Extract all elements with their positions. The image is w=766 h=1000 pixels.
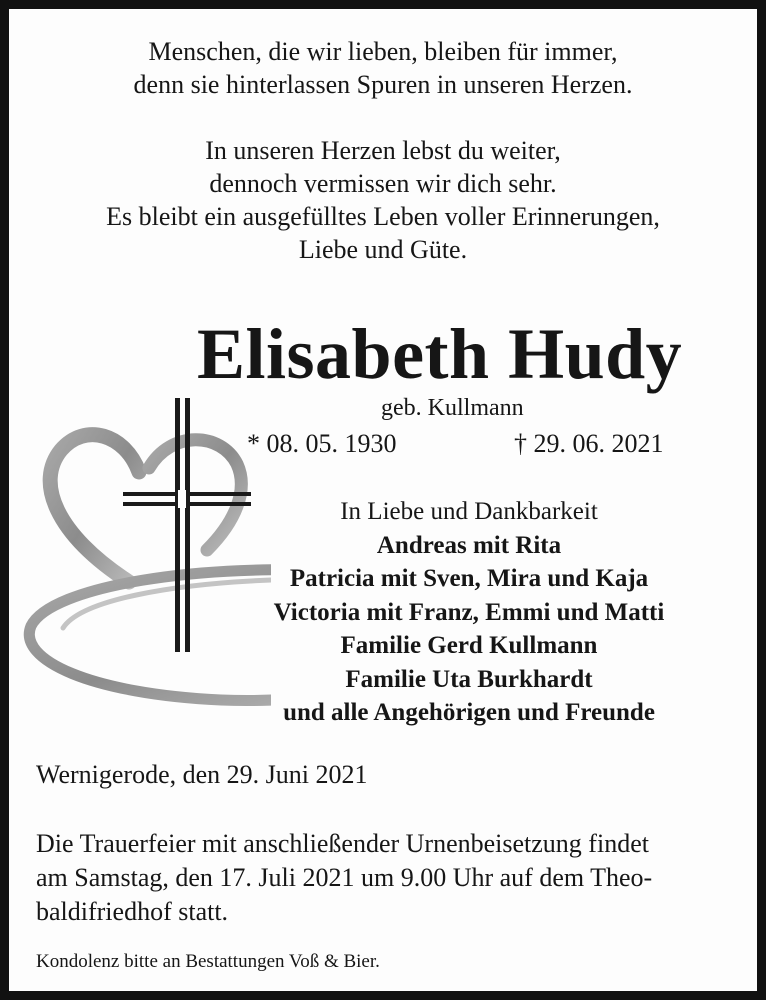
poem-line: Menschen, die wir lieben, bleiben für immer, [148, 37, 618, 66]
ceremony-line: baldifriedhof statt. [36, 897, 229, 926]
deceased-name: Elisabeth Hudy [197, 314, 683, 394]
ceremony-info [36, 827, 652, 929]
birth-date: * 08. 05. 1930 [247, 429, 397, 458]
ceremony-line: am Samstag, den 17. Juli 2021 um 9.00 Uhr auf dem Theo- [36, 863, 653, 892]
ceremony-line: Die Trauerfeier mit anschließender Urnenbeisetzung findet [36, 829, 649, 858]
poem-line: Es bleibt ein ausgefülltes Leben voller Erinnerungen, [106, 202, 660, 231]
poem-stanza-1 [9, 35, 757, 101]
maiden-name: geb. Kullmann [381, 395, 524, 421]
death-date: † 29. 06. 2021 [514, 429, 664, 458]
mourners-list [219, 495, 719, 730]
poem-stanza-2 [9, 134, 757, 266]
poem-line: denn sie hinterlassen Spuren in unseren Herzen. [133, 70, 633, 99]
mourner-line: Familie Uta Burkhardt [345, 665, 593, 693]
condolence-note: Kondolenz bitte an Bestattungen Voß & Bier. [36, 951, 380, 972]
mourner-line: Victoria mit Franz, Emmi und Matti [273, 598, 665, 626]
mourner-line: und alle Angehörigen und Freunde [283, 699, 655, 726]
mourner-line: Andreas mit Rita [376, 531, 562, 559]
poem-line: dennoch vermissen wir dich sehr. [209, 169, 557, 198]
place-and-date: Wernigerode, den 29. Juni 2021 [36, 760, 368, 789]
poem-line: In unseren Herzen lebst du weiter, [205, 136, 561, 165]
mourner-line: Familie Gerd Kullmann [340, 632, 598, 659]
mourners-intro: In Liebe und Dankbarkeit [340, 498, 598, 525]
mourner-line: Patricia mit Sven, Mira und Kaja [289, 565, 649, 592]
poem-line: Liebe und Güte. [298, 235, 468, 264]
